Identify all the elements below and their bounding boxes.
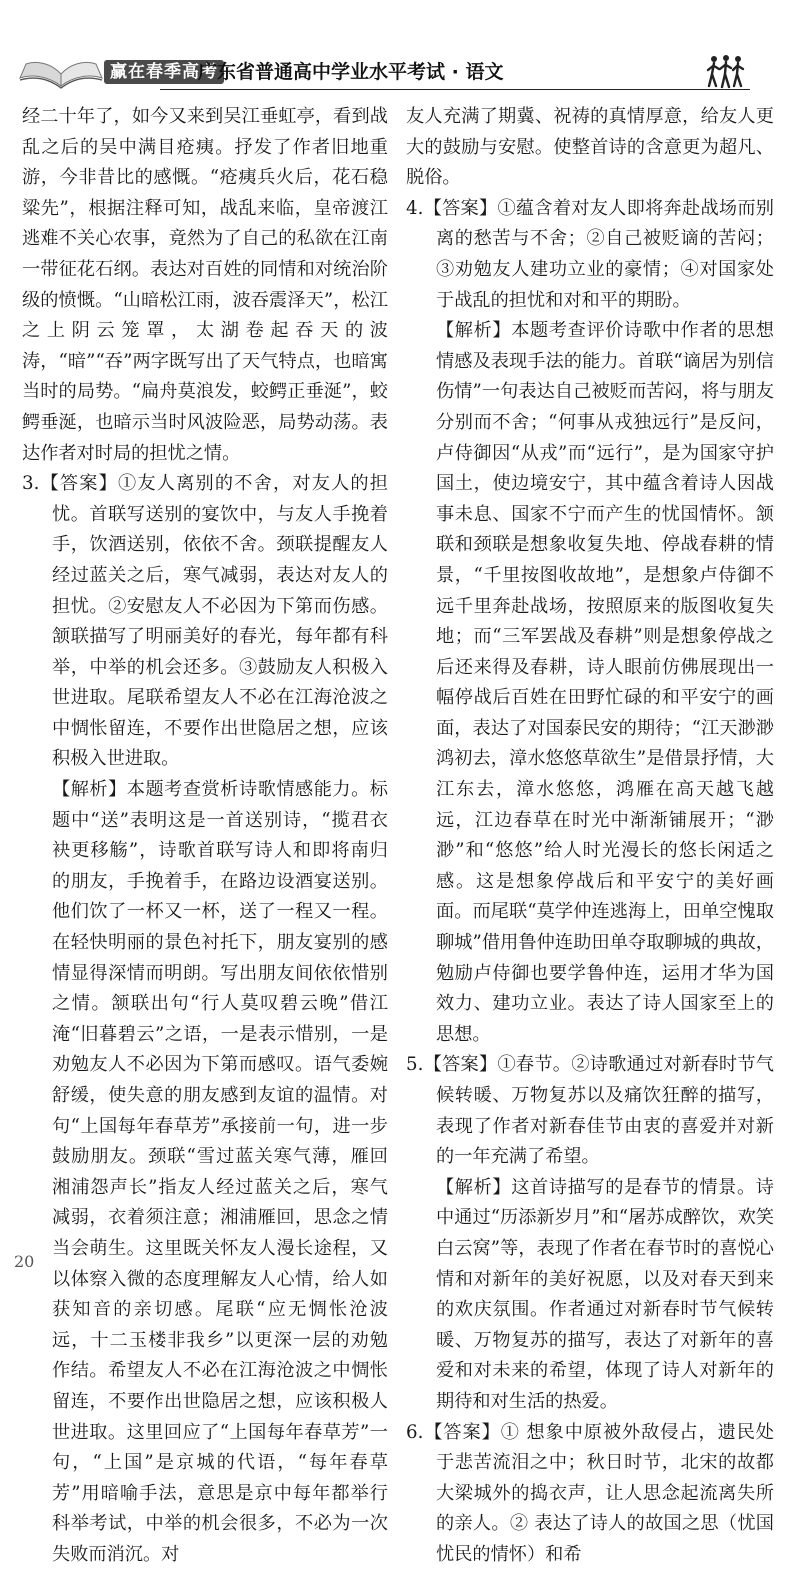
header-rule (160, 89, 750, 90)
q3-analysis: 【解析】本题考查赏析诗歌情感能力。标题中“送”表明这是一首送别诗，“揽君衣袂更移觞”，诗歌首联写诗人和即将南归的朋友，手挽着手，在路边设酒宴送别。他们饮了一杯又一杯，送了一程又一程。在轻快明丽的景色衬托下，朋友宴别的感情显得深情而明朗。写出朋友间依依惜别之情。颔联出句“行人莫叹碧云晚”借江淹“旧暮碧云”之语，一是表示惜别，一是劝勉友人不必因为下第而感叹。语气委婉舒缓，使失意的朋友感到友谊的温情。对句“上国每年春草芳”承接前一句，进一步鼓励朋友。颈联“雪过蓝关寒气薄，雁回湘浦怨声长”指友人经过蓝关之后，寒气减弱，衣着须注意；湘浦雁回，思念之情当会萌生。这里既关怀友人漫长途程，又以体察入微的态度理解友人心情，给人如获知音的亲切感。尾联“应无惆怅沧波远，十二玉楼非我乡”以更深一层的劝勉作结。希望友人不必在江海沧波之中惆怅留连，不要作出世隐居之想，应该积极人世进取。这里回应了“上国每年春草芳”一句，“上国”是京城的代语，“每年春草芳”用暗喻手法，意思是京中每年都举行科举考试，中举的机会很多，不必为一次失败而消沉。对 (52, 779, 388, 1565)
question-5-block (406, 1050, 774, 1417)
q5-analysis: 【解析】这首诗描写的是春节的情景。诗中通过“历添新岁月”和“屠苏成醉饮，欢笑白云窝”等，表现了作者在春节时的喜悦心情和对新年的美好祝愿，以及对春天到来的欢庆氛围。作者通过对新春时节气候转暖、万物复苏的描写，表达了对新年的喜爱和对未来的希望，体现了诗人对新年的期待和对生活的热爱。 (436, 1176, 774, 1412)
brand-badge: 赢在春季高考 (104, 60, 224, 84)
question-4-block (406, 194, 774, 1051)
q6-answer: 6.【答案】① 想象中原被外敌侵占，遗民处于悲苦流泪之中；秋日时节，北宋的故都大梁城外的捣衣声，让人思念起流离失所的亲人。② 表达了诗人的故国之思（忧国忧民的情怀）和希 (406, 1421, 774, 1565)
runners-icon (706, 54, 746, 90)
left-column (22, 102, 388, 1571)
paragraph-continued: 经二十年了，如今又来到吴江垂虹亭，看到战乱之后的吴中满目疮痍。抒发了作者旧地重游，今非昔比的感慨。“疮痍兵火后，花石稳粱先”，根据注释可知，战乱来临，皇帝渡江逃难不关心农事，竟然为了自己的私欲在江南一带征花石纲。表达对百姓的同情和对统治阶级的愤慨。“山暗松江雨，波吞震泽天”，松江之上阴云笼罩，太湖卷起吞天的波涛，“暗”“吞”两字既写出了天气特点，也暗寓当时的局势。“扁舟莫浪发，蛟鳄正垂涎”，蛟鳄垂涎，也暗示当时风波险恶，局势动荡。表达作者对时局的担忧之情。 (22, 106, 388, 464)
page-number: 20 (14, 1252, 35, 1271)
q4-answer: 4.【答案】①蕴含着对友人即将奔赴战场而别离的愁苦与不舍；②自己被贬谪的苦闷；③劝勉友人建功立业的豪情；④对国家处于战乱的担忧和对和平的期盼。 (406, 197, 774, 311)
header-title: 广东省普通高中学业水平考试 · 语文 (198, 61, 504, 83)
paragraph-continued-right: 友人充满了期冀、祝祷的真情厚意，给友人更大的鼓励与安慰。使整首诗的含意更为超凡、脱俗。 (406, 106, 774, 189)
open-book-icon (18, 56, 104, 90)
question-3-block (22, 469, 388, 1570)
q4-analysis: 【解析】本题考查评价诗歌中作者的思想情感及表现手法的能力。首联“谪居为别信伤情”一句表达自己被贬而苦闷，将与朋友分别而不舍；“何事从戎独远行”是反问，卢侍御因“从戎”而“远行”，是为国家守护国土，使边境安宁，其中蕴含着诗人因战事未息、国家不宁而产生的忧国情怀。颔联和颈联是想象收复失地、停战春耕的情景，“千里按图收故地”，是想象卢侍御不远千里奔赴战场，按照原来的版图收复失地；而“三军罢战及春耕”则是想象停战之后还来得及春耕，诗人眼前仿佛展现出一幅停战后百姓在田野忙碌的和平安宁的画面，表达了对国泰民安的期待；“江天渺渺鸿初去，漳水悠悠草欲生”是借景抒情，大江东去，漳水悠悠，鸿雁在高天越飞越远，江边春草在时光中渐渐铺展开；“渺渺”和“悠悠”给人时光漫长的悠长闲适之感。这是想象停战后和平安宁的美好画面。而尾联“莫学仲连逃海上，田单空愧取聊城”借用鲁仲连助田单夺取聊城的典故，勉励卢侍御也要学鲁仲连，运用才华为国效力、建功立业。表达了诗人国家至上的思想。 (436, 320, 774, 1045)
q3-answer: 3.【答案】①友人离别的不舍，对友人的担忧。首联写送别的宴饮中，与友人手挽着手，饮酒送别，依依不舍。颈联提醒友人经过蓝关之后，寒气减弱，表达对友人的担忧。②安慰友人不必因为下第而伤感。颔联描写了明丽美好的春光，每年都有科举，中举的机会还多。③鼓励友人积极入世进取。尾联希望友人不必在江海沧波之中惆怅留连，不要作出世隐居之想，应该积极入世进取。 (22, 473, 388, 770)
right-column (406, 102, 774, 1571)
question-6-block (406, 1418, 774, 1571)
q5-answer: 5.【答案】①春节。②诗歌通过对新春时节气候转暖、万物复苏以及痛饮狂醉的描写，表现了作者对新春佳节由衷的喜爱并对新的一年充满了希望。 (406, 1054, 774, 1168)
page-header (0, 0, 800, 96)
